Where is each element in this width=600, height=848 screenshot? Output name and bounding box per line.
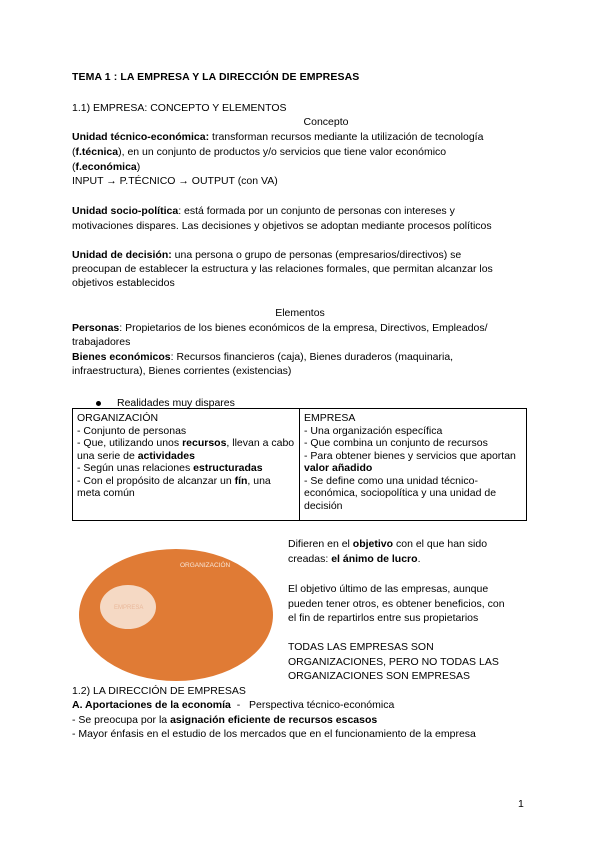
organizacion-header: ORGANIZACIÓN [77,412,159,424]
unidad-tecnica-line-3: (f.económica) [72,161,141,173]
page-number: 1 [518,798,524,810]
empresa-label: EMPRESA [114,605,144,611]
empresa-item: - Una organización específica [304,424,443,437]
comparison-table [72,408,527,521]
unidad-socio-line-1: Unidad socio-política: está formada por un conjunto de personas con intereses y [72,205,455,217]
aportaciones-line: A. Aportaciones de la economía - Perspectiva técnico-económica [72,699,395,711]
section-heading-1-1: 1.1) EMPRESA: CONCEPTO Y ELEMENTOS [72,102,287,114]
organizacion-item: - Según unas relaciones estructuradas [77,462,263,474]
elementos-heading: Elementos [275,307,325,319]
unidad-tecnica-line-2: (f.técnica), en un conjunto de productos y/o servicios que tiene valor económico [72,146,447,158]
bienes-line-2: infraestructura), Bienes corrientes (existencias) [72,365,292,377]
input-output-flow: INPUT → P.TÉCNICO → OUTPUT (con VA) [72,175,278,187]
organizacion-item: - Conjunto de personas [77,424,187,437]
mercados-line: - Mayor énfasis en el estudio de los mercados que en el funcionamiento de la empresa [72,728,476,740]
page-title: TEMA 1 : LA EMPRESA Y LA DIRECCIÓN DE EMPRESAS [72,71,360,83]
organizacion-empresa-diagram [76,546,276,684]
section-heading-1-2: 1.2) LA DIRECCIÓN DE EMPRESAS [72,685,246,697]
unidad-decision-line-2: preocupan de establecer la estructura y las relaciones formales, que permitan alcanzar los [72,263,493,275]
empresa-item: - Se define como una unidad técnico-económica, sociopolítica y una unidad de decisión [304,474,497,512]
empresa-item: - Que combina un conjunto de recursos [304,437,488,449]
bienes-line-1: Bienes económicos: Recursos financieros (caja), Bienes duraderos (maquinaria, [72,351,454,363]
organizacion-item: - Con el propósito de alcanzar un fín, una meta común [77,474,271,499]
organizacion-item: - Que, utilizando unos recursos, llevan a cabo una serie de actividades [77,437,295,462]
unidad-decision-line-3: objetivos establecidos [72,277,175,289]
personas-line-1: Personas: Propietarios de los bienes económicos de la empresa, Directivos, Empleados/ [72,322,488,334]
empresa-item: - Para obtener bienes y servicios que aportan valor añadido [304,449,516,474]
bullet-dot-icon [96,401,101,406]
unidad-socio-line-2: motivaciones dispares. Las decisiones y objetivos se adoptan mediante procesos políticos [72,220,492,232]
todas-las-empresas-paragraph: TODAS LAS EMPRESAS SON ORGANIZACIONES, PERO NO TODAS LAS ORGANIZACIONES SON EMPRESAS [288,641,499,682]
empresa-header: EMPRESA [304,412,356,424]
objetivo-paragraph: Difieren en el objetivo con el que han sido creadas: el ánimo de lucro. [288,538,488,565]
bullet-item: Realidades muy dispares [96,396,235,410]
organizacion-label: ORGANIZACIÓN [180,562,231,569]
organizacion-cell [73,409,300,521]
unidad-decision-line-1: Unidad de decisión: una persona o grupo de personas (empresarios/directivos) se [72,249,462,261]
asignacion-line: - Se preocupa por la asignación eficiente de recursos escasos [72,714,378,726]
concepto-heading: Concepto [303,116,349,128]
personas-line-2: trabajadores [72,336,131,348]
unidad-tecnica-line-1: Unidad técnico-económica: transforman recursos mediante la utilización de tecnología [72,131,484,143]
empresa-cell [300,409,527,521]
beneficios-paragraph: El objetivo último de las empresas, aunque pueden tener otros, es obtener beneficios, con el fin de repartirlos entre sus propietarios [288,583,505,624]
